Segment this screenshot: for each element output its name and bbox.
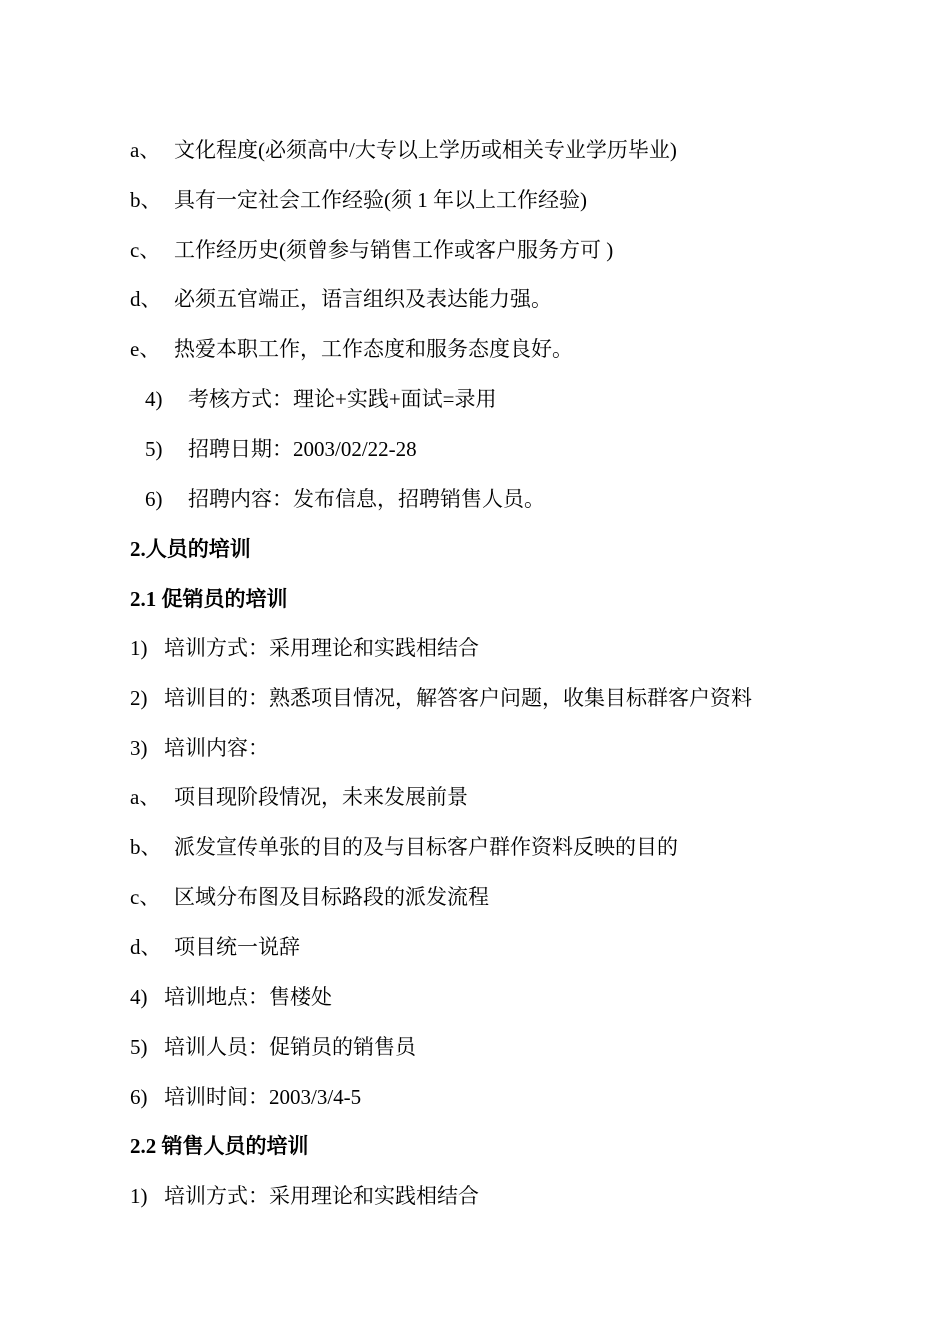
list-marker: b、 [130, 835, 162, 859]
list-marker: b、 [130, 188, 162, 212]
recruit-assessment-method [145, 384, 497, 414]
training-content-item-b [130, 832, 678, 862]
list-marker: 1) [130, 636, 148, 660]
list-marker: 2) [130, 686, 148, 710]
list-item-text: 培训方式：采用理论和实践相结合 [164, 636, 479, 660]
list-marker: 4) [130, 985, 148, 1009]
list-marker: 5) [145, 437, 163, 461]
list-item-text: 培训内容： [164, 736, 269, 760]
list-marker: 3) [130, 736, 148, 760]
list-item-text: 项目现阶段情况，未来发展前景 [174, 785, 468, 809]
list-marker: d、 [130, 287, 162, 311]
list-marker: 6) [145, 487, 163, 511]
list-item-text: 具有一定社会工作经验(须 1 年以上工作经验) [174, 188, 587, 212]
list-item-text: 培训方式：采用理论和实践相结合 [164, 1184, 479, 1208]
list-marker: e、 [130, 337, 161, 361]
promoter-training-content [130, 733, 269, 763]
promoter-training-personnel [130, 1032, 416, 1062]
list-item-text: 派发宣传单张的目的及与目标客户群作资料反映的目的 [174, 835, 678, 859]
list-item-text: 文化程度(必须高中/大专以上学历或相关专业学历毕业) [174, 138, 677, 162]
section-heading-training: 2.人员的培训 [130, 537, 251, 561]
list-marker: c、 [130, 885, 161, 909]
promoter-training-purpose [130, 683, 752, 713]
subsection-heading-promoter-training: 2.1 促销员的培训 [130, 587, 288, 611]
recruit-content [145, 484, 545, 514]
list-item-text: 培训地点：售楼处 [164, 985, 332, 1009]
training-content-item-a [130, 782, 468, 812]
list-item-text: 招聘日期：2003/02/22-28 [188, 437, 417, 461]
list-marker: 6) [130, 1085, 148, 1109]
promoter-training-method [130, 633, 479, 663]
sales-training-method [130, 1181, 479, 1211]
list-marker: 1) [130, 1184, 148, 1208]
requirement-item-c [130, 235, 613, 265]
list-marker: 4) [145, 387, 163, 411]
requirement-item-b [130, 185, 587, 215]
list-item-text: 必须五官端正，语言组织及表达能力强。 [174, 287, 552, 311]
list-marker: 5) [130, 1035, 148, 1059]
promoter-training-time [130, 1082, 361, 1112]
list-item-text: 工作经历史(须曾参与销售工作或客户服务方可 ) [174, 238, 614, 262]
list-item-text: 热爱本职工作，工作态度和服务态度良好。 [174, 337, 573, 361]
requirement-item-e [130, 334, 573, 364]
list-item-text: 考核方式：理论+实践+面试=录用 [188, 387, 497, 411]
list-item-text: 招聘内容：发布信息，招聘销售人员。 [188, 487, 545, 511]
subsection-heading-sales-training: 2.2 销售人员的培训 [130, 1134, 309, 1158]
list-marker: a、 [130, 138, 161, 162]
list-marker: c、 [130, 238, 161, 262]
requirement-item-a [130, 135, 677, 165]
requirement-item-d [130, 284, 552, 314]
list-item-text: 培训时间：2003/3/4-5 [164, 1085, 362, 1109]
promoter-training-location [130, 982, 332, 1012]
list-item-text: 项目统一说辞 [174, 935, 300, 959]
training-content-item-d [130, 932, 300, 962]
list-item-text: 区域分布图及目标路段的派发流程 [174, 885, 489, 909]
list-marker: d、 [130, 935, 162, 959]
list-item-text: 培训人员：促销员的销售员 [164, 1035, 416, 1059]
list-item-text: 培训目的：熟悉项目情况，解答客户问题，收集目标群客户资料 [164, 686, 752, 710]
recruit-date [145, 434, 417, 464]
list-marker: a、 [130, 785, 161, 809]
training-content-item-c [130, 882, 489, 912]
